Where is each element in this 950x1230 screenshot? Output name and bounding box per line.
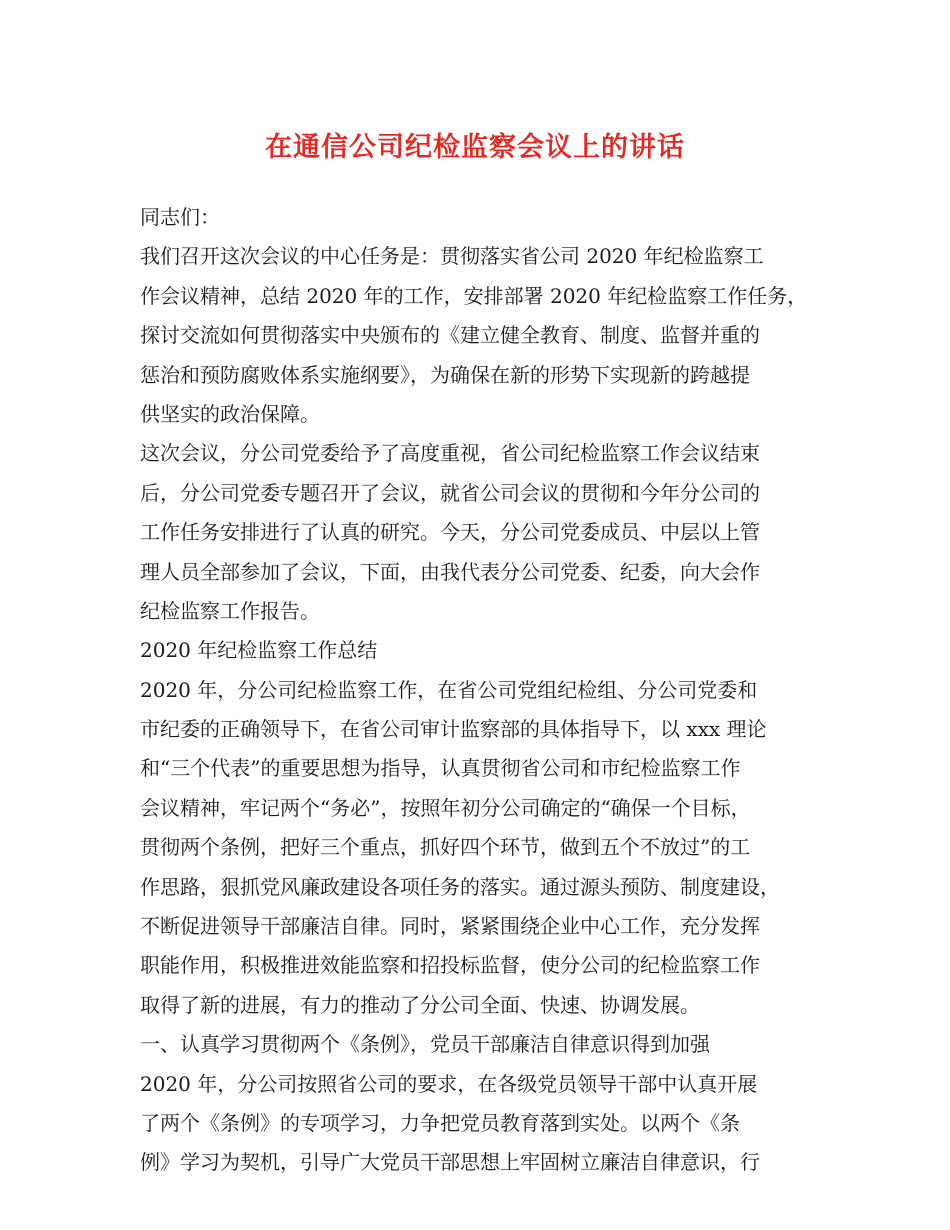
body-line: 取得了新的进展，有力的推动了分公司全面、快速、协调发展。 [140, 992, 700, 1017]
body-line: 会议精神，牢记两个“务必”，按照年初分公司确定的“确保一个目标， [140, 795, 751, 820]
body-line: 2020 年，分公司纪检监察工作，在省公司党组纪检组、分公司党委和 [140, 677, 758, 702]
body-line: 工作任务安排进行了认真的研究。今天，分公司党委成员、中层以上管 [140, 520, 760, 545]
section-heading: 2020 年纪检监察工作总结 [140, 638, 378, 663]
body-line: 例》学习为契机，引导广大党员干部思想上牢固树立廉洁自律意识，行 [140, 1150, 760, 1175]
body-line: 2020 年，分公司按照省公司的要求，在各级党员领导干部中认真开展 [140, 1071, 758, 1096]
greeting-line: 同志们： [140, 205, 220, 229]
subsection-heading: 一、认真学习贯彻两个《条例》，党员干部廉洁自律意识得到加强 [140, 1032, 710, 1057]
body-line: 探讨交流如何贯彻落实中央颁布的《建立健全教育、制度、监督并重的 [140, 323, 760, 348]
document-title: 在通信公司纪检监察会议上的讲话 [265, 132, 685, 163]
document-body [140, 198, 824, 1183]
body-line: 职能作用，积极推进效能监察和招投标监督，使分公司的纪检监察工作 [140, 953, 760, 978]
body-line: 这次会议，分公司党委给予了高度重视，省公司纪检监察工作会议结束 [140, 441, 760, 466]
body-line: 不断促进领导干部廉洁自律。同时，紧紧围绕企业中心工作，充分发挥 [140, 914, 760, 939]
body-line: 我们召开这次会议的中心任务是：贯彻落实省公司 2020 年纪检监察工 [140, 244, 764, 269]
body-line: 市纪委的正确领导下，在省公司审计监察部的具体指导下，以 xxx 理论 [140, 717, 767, 742]
body-line: 贯彻两个条例，把好三个重点，抓好四个环节，做到五个不放过”的工 [140, 835, 751, 860]
body-line: 和“三个代表”的重要思想为指导，认真贯彻省公司和市纪检监察工作 [140, 756, 741, 781]
body-line: 后，分公司党委专题召开了会议，就省公司会议的贯彻和今年分公司的 [140, 480, 760, 505]
body-line: 作思路，狠抓党风廉政建设各项任务的落实。通过源头预防、制度建设， [140, 874, 780, 899]
body-line: 理人员全部参加了会议，下面，由我代表分公司党委、纪委，向大会作 [140, 559, 760, 584]
body-line: 供坚实的政治保障。 [140, 401, 320, 426]
body-line: 惩治和预防腐败体系实施纲要》，为确保在新的形势下实现新的跨越提 [140, 362, 750, 387]
body-line: 纪检监察工作报告。 [140, 598, 320, 623]
body-line: 作会议精神，总结 2020 年的工作，安排部署 2020 年纪检监察工作任务， [140, 283, 808, 308]
body-line: 了两个《条例》的专项学习，力争把党员教育落到实处。以两个《条 [140, 1110, 740, 1135]
